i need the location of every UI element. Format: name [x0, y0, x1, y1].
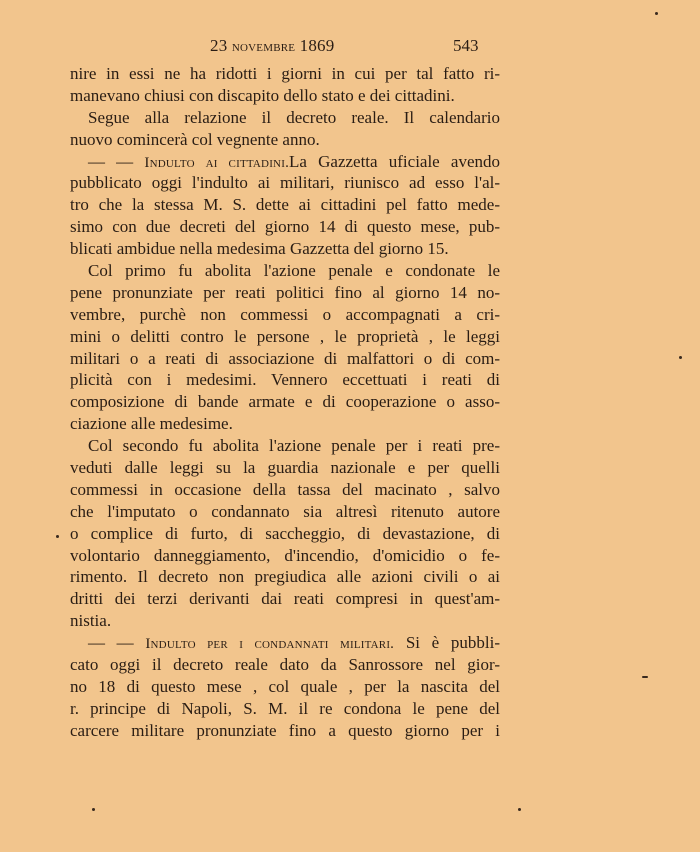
- text-line: rimento. Il decreto non pregiudica alle azioni civili o ai: [70, 567, 500, 587]
- section-heading-line: [70, 151, 500, 173]
- em-dash: — —: [88, 151, 134, 171]
- section-lead-text: La Gazzetta uficiale avendo: [289, 151, 501, 171]
- text-line: militari o a reati di associazione di malfattori o di com-: [70, 348, 500, 368]
- text-line: nire in essi ne ha ridotti i giorni in cui per tal fatto ri-: [70, 64, 500, 83]
- paper-speck: [679, 356, 682, 359]
- text-line: cato oggi il decreto reale dato da Sanrossore nel gior-: [70, 655, 500, 675]
- text-line: plicità con i medesimi. Vennero eccettuati i reati di: [70, 370, 500, 390]
- text-line: manevano chiusi con discapito dello stato e dei cittadini.: [70, 85, 455, 105]
- text-line: o complice di furto, di saccheggio, di devastazione, di: [70, 523, 500, 543]
- running-header: [0, 36, 700, 60]
- text-line: Segue alla relazione il decreto reale. Il calendario: [88, 107, 500, 127]
- text-line: pubblicato oggi l'indulto ai militari, riunisco ad esso l'al-: [70, 173, 500, 193]
- page-body: [70, 63, 500, 742]
- text-line: tro che la stessa M. S. dette ai cittadini pel fatto mede-: [70, 195, 500, 215]
- text-line: composizione di bande armate e di cooperazione o asso-: [70, 392, 500, 412]
- paper-speck: [56, 535, 59, 538]
- text-line: vembre, purchè non commessi o accompagnati a cri-: [70, 304, 500, 324]
- text-line: Col secondo fu abolita l'azione penale per i reati pre-: [88, 436, 500, 456]
- paper-speck: [518, 808, 521, 811]
- section-lead-text: Si è pubbli-: [405, 633, 500, 653]
- text-line: pene pronunziate per reati politici fino al giorno 14 no-: [70, 282, 500, 302]
- text-line: Col primo fu abolita l'azione penale e condonate le: [88, 261, 500, 281]
- text-line: simo con due decreti del giorno 14 di questo mese, pub-: [70, 217, 500, 237]
- text-line: nistia.: [70, 611, 112, 631]
- paper-speck: [655, 12, 658, 15]
- text-line: nuovo comincerà col vegnente anno.: [70, 129, 320, 149]
- paper-speck: [92, 808, 95, 811]
- paper-speck: [642, 676, 648, 678]
- text-line: carcere militare pronunziate fino a questo giorno per i: [70, 720, 500, 740]
- text-line: commessi in occasione della tassa del macinato , salvo: [70, 479, 500, 499]
- section-heading: Indulto per i condannati militari.: [145, 636, 395, 653]
- text-line: r. principe di Napoli, S. M. il re condona le pene del: [70, 698, 500, 718]
- text-line: volontario danneggiamento, d'incendio, d'omicidio o fe-: [70, 545, 500, 565]
- em-dash: — —: [88, 633, 134, 653]
- text-line: mini o delitti contro le persone , le proprietà , le leggi: [70, 326, 500, 346]
- text-line: ciazione alle medesime.: [70, 414, 233, 434]
- text-line: veduti dalle leggi su la guardia nazionale e per quelli: [70, 458, 500, 478]
- page-number: 543: [453, 36, 479, 55]
- text-line: no 18 di questo mese , col quale , per la nascita del: [70, 676, 500, 696]
- text-line: blicati ambidue nella medesima Gazzetta del giorno 15.: [70, 239, 449, 259]
- section-heading-line: [70, 632, 500, 654]
- text-line: che l'imputato o condannato sia altresì ritenuto autore: [70, 501, 500, 521]
- header-date: 23 novembre 1869: [210, 36, 335, 55]
- text-line: dritti dei terzi derivanti dai reati compresi in quest'am-: [70, 589, 500, 609]
- section-heading: Indulto ai cittadini.: [144, 154, 290, 171]
